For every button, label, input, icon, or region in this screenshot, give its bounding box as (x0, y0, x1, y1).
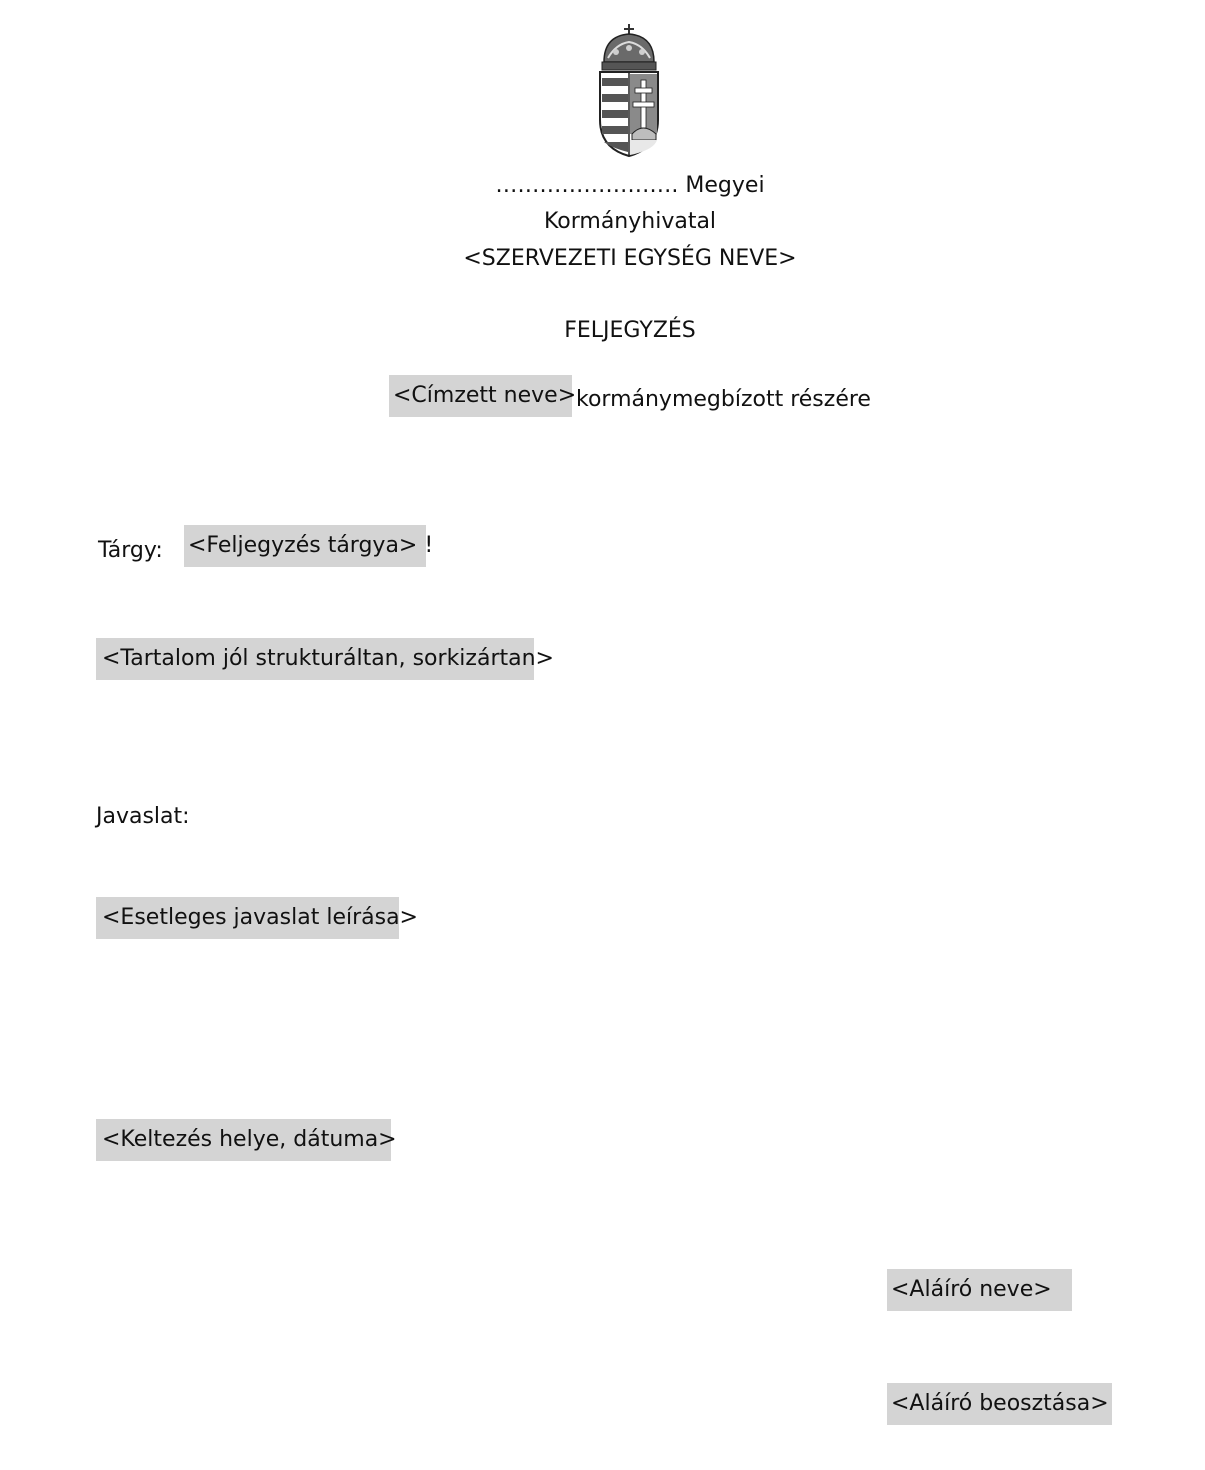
recipient-suffix: kormánymegbízott részére (576, 387, 871, 412)
unit-name-line: <SZERVEZETI EGYSÉG NEVE> (463, 246, 797, 271)
proposal-field[interactable] (96, 897, 418, 939)
proposal-label: Javaslat: (96, 804, 190, 829)
subject-label: Tárgy: (98, 538, 163, 563)
hungarian-coat-of-arms-icon (596, 22, 668, 160)
signer-title-field[interactable] (887, 1383, 1112, 1425)
signer-name-placeholder: <Aláíró neve> (891, 1277, 1052, 1302)
date-place-field[interactable] (96, 1119, 397, 1161)
document-title: FELJEGYZÉS (564, 318, 696, 343)
county-line: ……………………. Megyei (495, 173, 765, 198)
subject-placeholder: <Feljegyzés tárgya> ! (188, 533, 434, 558)
office-line: Kormányhivatal (543, 209, 717, 234)
content-placeholder: <Tartalom jól strukturáltan, sorkizártan> (102, 646, 554, 671)
content-field[interactable] (96, 638, 554, 680)
signer-title-placeholder: <Aláíró beosztása> (891, 1391, 1109, 1416)
proposal-placeholder: <Esetleges javaslat leírása> (102, 905, 418, 930)
date-place-placeholder: <Keltezés helye, dátuma> (102, 1127, 397, 1152)
signer-name-field[interactable] (887, 1269, 1072, 1311)
subject-field[interactable] (184, 525, 434, 567)
recipient-name-field[interactable] (389, 375, 577, 417)
recipient-name-placeholder: <Címzett neve> (393, 383, 577, 408)
